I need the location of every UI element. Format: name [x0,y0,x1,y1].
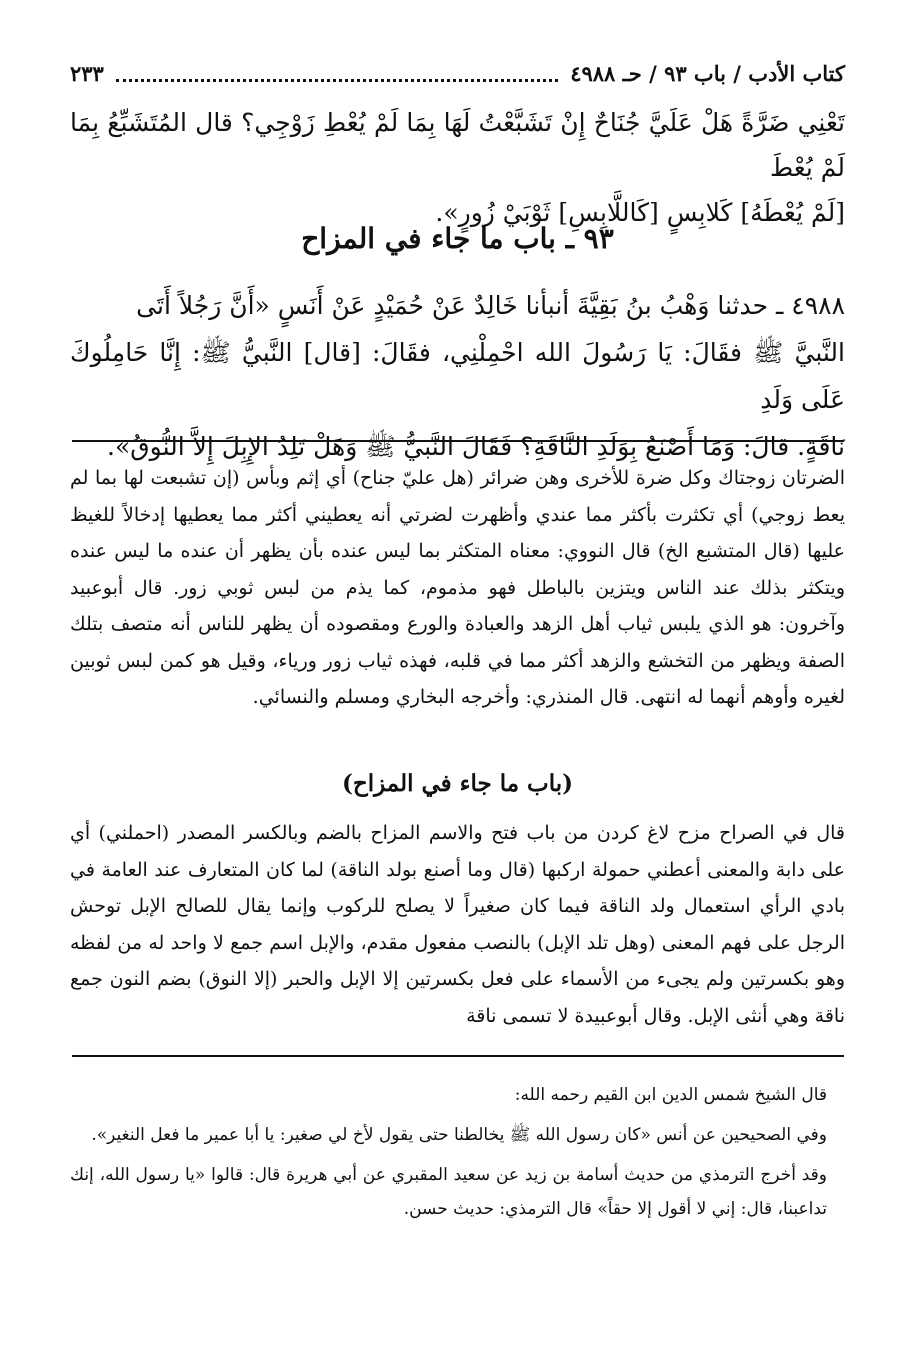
hadith-line: ٤٩٨٨ ـ حدثنا وَهْبُ بنُ بَقِيَّةَ أنبأنا خَالِدٌ عَنْ حُمَيْدٍ عَنْ أَنَسٍ «أَنَّ رَجُلاً أَتَى [136,291,845,320]
footnote-paragraph: وقد أخرج الترمذي من حديث أسامة بن زيد عن سعيد المقبري عن أبي هريرة قال: قالوا «يا رسول الله، إنك تداعبنا، قال: إني لا أقول إلا حقاً» قال الترمذي: حديث حسن. [70,1165,827,1219]
running-head-dots [116,69,558,82]
hadith-continuation [70,100,845,235]
footnote-paragraph: وفي الصحيحين عن أنس «كان رسول الله ﷺ يخالطنا حتى يقول لأخ لي صغير: يا أبا عمير ما فعل النغير». [91,1125,827,1145]
commentary-section-2 [70,815,845,1034]
running-head [70,58,845,88]
commentary-section [70,460,845,716]
commentary-paragraph: قال في الصراح مزح لاغ كردن من باب فتح والاسم المزاح بالضم وبالكسر المصدر (احملني) أي على دابة والمعنى أعطني حمولة اركبها (قال وما أصنع بولد الناقة) لما كان المتعارف عند العامة في بادي الرأي استعمال ولد الناقة فيما كان صغيراً لا يصلح للركوب وإنما يقال للصالح الإبل توحش الرجل على فهم المعنى (وهل تلد الإبل) بالنصب مفعول مقدم، والإبل اسم جمع لا واحد له من لفظه وهو بكسرتين ولم يجىء من الأسماء على فعل بكسرتين إلا الإبل والحبر (إلا النوق) بضم النون جمع ناقة وهي أنثى الإبل. وقال أبوعبيدة لا تسمى ناقة [70,822,845,1027]
hadith-continuation-line: [لَمْ يُعْطَهُ] كَلابِسٍ [كَاللَّابِسِ] ثَوْبَيْ زُورٍ». [435,198,845,227]
footnote-divider [72,1055,844,1057]
hadith-line: النَّبيَّ ﷺ فقَالَ: يَا رَسُولَ الله احْمِلْنِي، فقَالَ: [قال] النَّبيُّ ﷺ: إِنَّا حَامِلُوكَ عَلَى وَلَدِ [70,338,845,414]
hadith-line: نَاقَةٍ. قالَ: وَمَا أَصْنَعُ بِوَلَدِ النَّاقَةِ؟ فَقَالَ النَّبيُّ ﷺ وَهَلْ تَلِدُ الإِبِلَ إِلاَّ النُّوقُ». [107,432,845,461]
footnotes-section [70,1078,845,1232]
hadith-continuation-line: تَعْنِي ضَرَّةً هَلْ عَلَيَّ جُنَاحٌ إِنْ تَشَبَّعْتُ لَهَا بِمَا لَمْ يُعْطِ زَوْجِي؟ قال المُتَشَبِّعُ بِمَا لَمْ يُعْطَ [70,108,845,182]
running-head-title: كتاب الأدب / باب ٩٣ / حـ ٤٩٨٨ [570,60,845,86]
text-commentary-divider [72,440,844,442]
commentary-sub-heading: (باب ما جاء في المزاح) [341,770,573,797]
footnote-intro: قال الشيخ شمس الدين ابن القيم رحمه الله: [514,1085,827,1105]
page-number: ٢٣٣ [70,60,104,86]
chapter-heading: ٩٣ ـ باب ما جاء في المزاح [301,222,614,255]
commentary-paragraph: الضرتان زوجتاك وكل ضرة للأخرى وهن ضرائر (هل عليّ جناح) أي إثم وبأس (إن تشبعت لها بما لم يعط زوجي) أي تكثرت بأكثر مما عندي وأظهرت لضرتي أنه يعطيني أكثر مما يعطيها إدخالاً للغيظ عليها (قال المتشبع الخ) قال النووي: معناه المتكثر بما ليس عنده بأن يظهر أن عنده ما ليس عنده ويتكثر بذلك عند الناس ويتزين بالباطل فهو مذموم، كما يذم من لبس ثوبي زور. قال أبوعبيد وآخرون: هو الذي يلبس ثياب أهل الزهد والعبادة والورع ومقصوده أن يظهر للناس أنه متصف بتلك الصفة ويظهر من التخشع والزهد أكثر مما في قلبه، فهذه ثياب زور ورياء، وقيل هو كمن لبس ثوبين لغيره وأوهم أنهما له انتهى. قال المنذري: وأخرجه البخاري ومسلم والنسائي. [70,467,846,708]
